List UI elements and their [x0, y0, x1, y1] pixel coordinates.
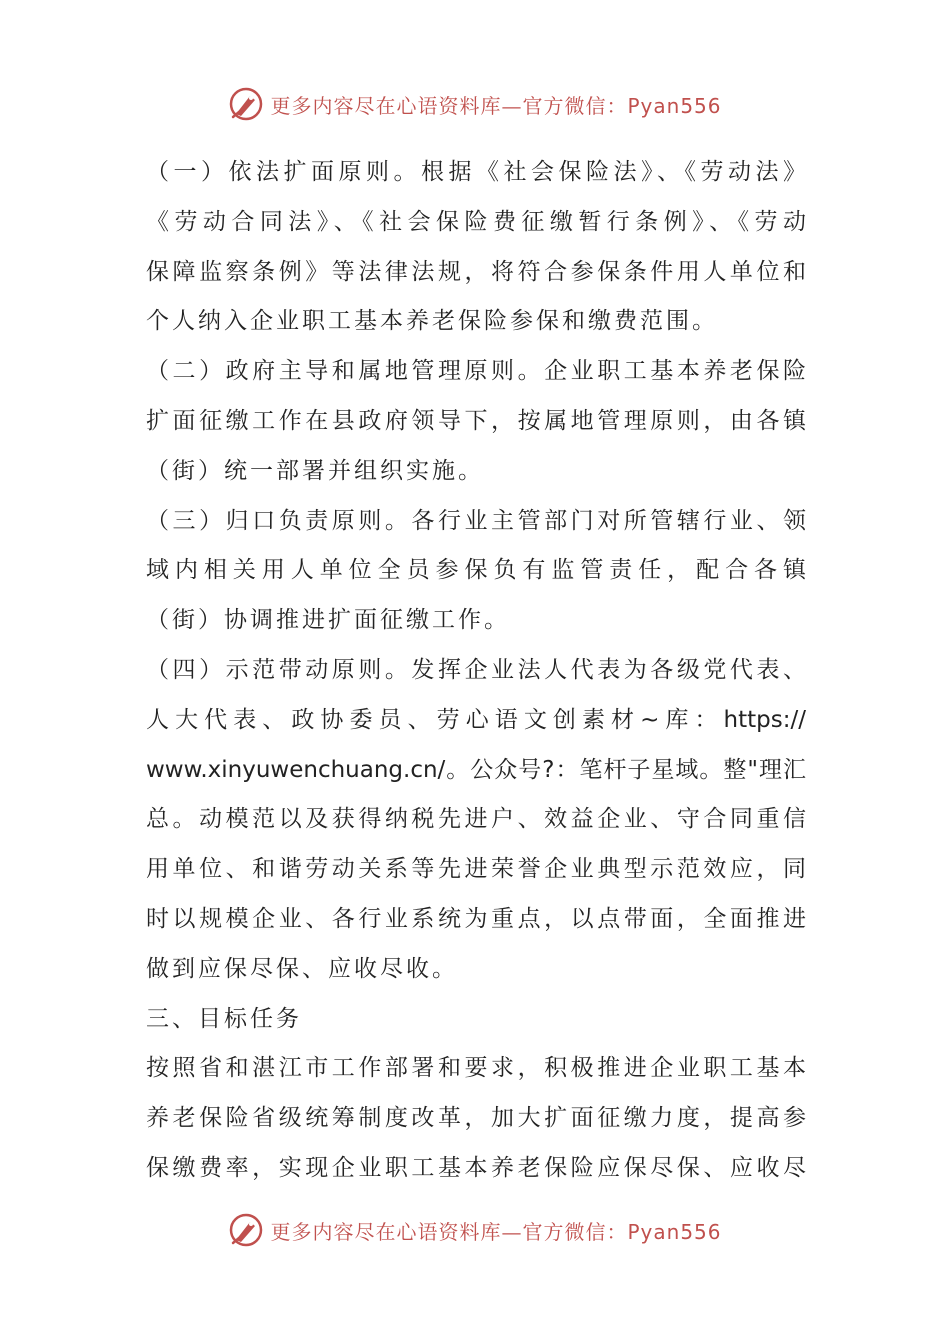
text-line: 用单位、和谐劳动关系等先进荣誉企业典型示范效应，同	[146, 856, 806, 883]
text-line: （街）统一部署并组织实施。	[146, 457, 484, 484]
text-line: 时以规模企业、各行业系统为重点，以点带面，全面推进	[146, 905, 806, 932]
text-line: （街）协调推进扩面征缴工作。	[146, 607, 510, 634]
banner-wechat-id: Pyan556	[627, 1219, 722, 1244]
pen-nib-logo-icon	[228, 86, 264, 122]
banner-text	[270, 90, 721, 119]
text-line: 人大代表、政协委员、劳心语文创素材~库：https://	[146, 706, 806, 733]
text-line: 养老保险省级统筹制度改革，加大扩面征缴力度，提高参	[146, 1105, 806, 1132]
text-line: （三）归口负责原则。各行业主管部门对所管辖行业、领	[146, 507, 806, 534]
text-line: 做到应保尽保、应收尽收。	[146, 955, 458, 982]
document-body	[146, 148, 806, 1194]
text-line: （一）依法扩面原则。根据《社会保险法》、《劳动法》	[146, 159, 806, 185]
banner-slogan: 更多内容尽在心语资料库—官方微信：	[270, 1219, 628, 1244]
text-line: 个人纳入企业职工基本养老保险参保和缴费范围。	[146, 308, 718, 335]
banner-text	[270, 1216, 721, 1245]
text-line: www.xinyuwenchuang.cn/。公众号?：笔杆子星域。整"理汇	[146, 756, 806, 783]
text-line: 按照省和湛江市工作部署和要求，积极推进企业职工基本	[146, 1055, 806, 1082]
text-line: 《劳动合同法》、《社会保险费征缴暂行条例》、《劳动	[146, 208, 806, 235]
text-line: 保缴费率，实现企业职工基本养老保险应保尽保、应收尽	[146, 1154, 806, 1181]
text-line: 扩面征缴工作在县政府领导下，按属地管理原则，由各镇	[146, 407, 806, 434]
pen-nib-logo-icon	[228, 1212, 264, 1248]
section-heading: 三、目标任务	[146, 1005, 302, 1032]
text-line: 域内相关用人单位全员参保负有监管责任，配合各镇	[146, 557, 806, 584]
banner-slogan: 更多内容尽在心语资料库—官方微信：	[270, 93, 628, 118]
text-line: 保障监察条例》等法律法规，将符合参保条件用人单位和	[146, 258, 806, 285]
text-line: （二）政府主导和属地管理原则。企业职工基本养老保险	[146, 358, 806, 385]
text-line: （四）示范带动原则。发挥企业法人代表为各级党代表、	[146, 656, 806, 683]
text-line: 总。动模范以及获得纳税先进户、效益企业、守合同重信	[146, 806, 806, 833]
header-banner	[0, 84, 950, 124]
banner-wechat-id: Pyan556	[627, 93, 722, 118]
footer-banner	[0, 1210, 950, 1250]
